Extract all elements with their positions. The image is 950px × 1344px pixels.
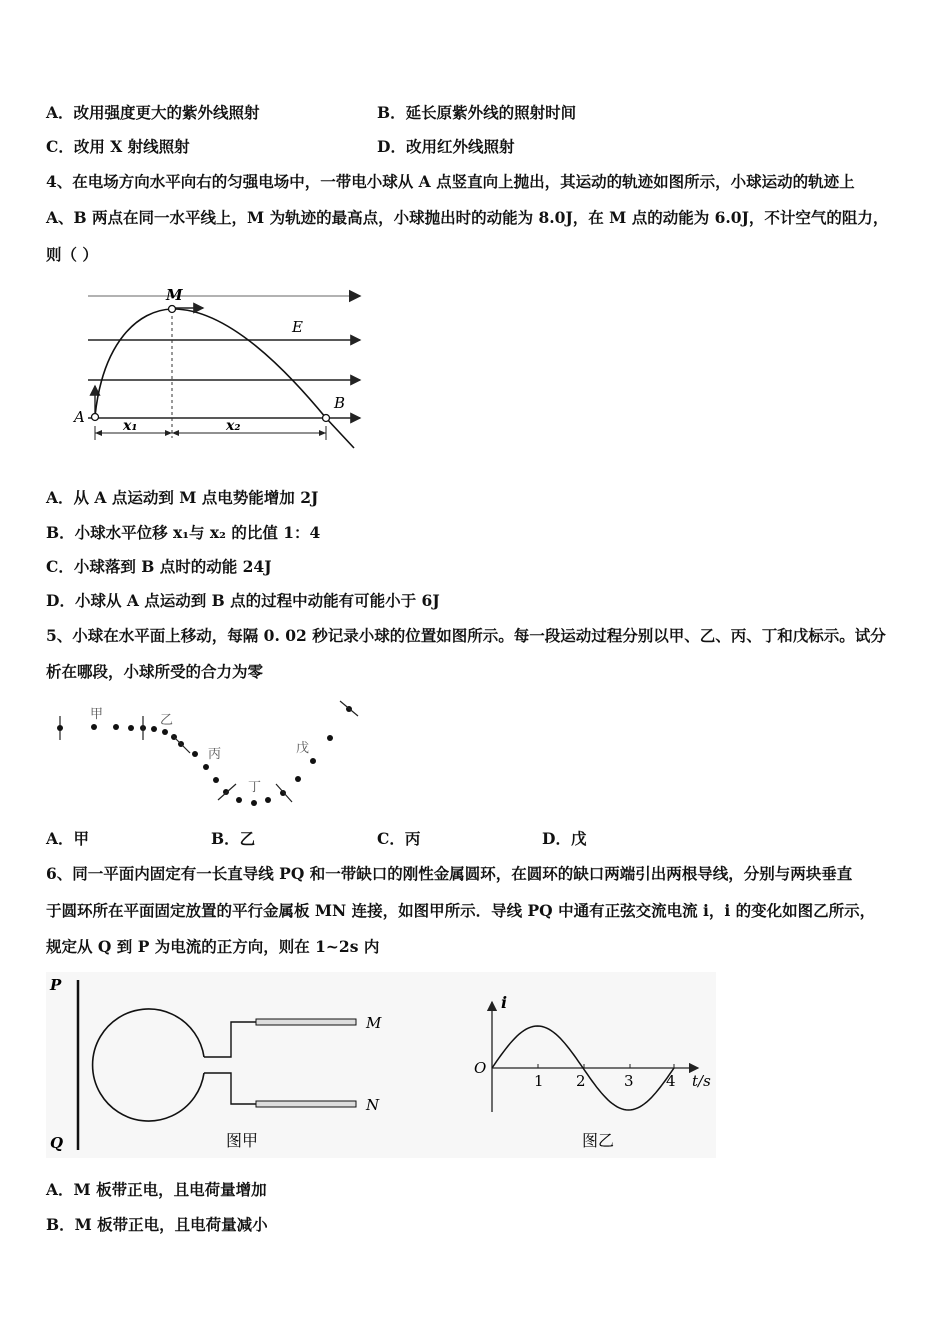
- tick-4: 4: [666, 1072, 676, 1090]
- label-x1: x₁: [123, 418, 138, 434]
- q6-option-a: A．M 板带正电，且电荷量增加: [46, 1180, 267, 1199]
- q6-option-b: B．M 板带正电，且电荷量减小: [46, 1215, 268, 1234]
- label-m-plate: M: [366, 1014, 382, 1032]
- point-m: [169, 306, 176, 313]
- label-p: P: [50, 976, 62, 994]
- label-b: B: [334, 394, 346, 412]
- label-q: Q: [50, 1134, 64, 1152]
- q4-option-a: A．从 A 点运动到 M 点电势能增加 2J: [46, 488, 319, 507]
- q6-figure-yi: [406, 972, 716, 1158]
- q5-stem-line1: 5、小球在水平面上移动，每隔 0. 02 秒记录小球的位置如图所示。每一段运动过程分别以甲、乙、丙、丁和戊标示。试分: [46, 626, 886, 645]
- q5-stem-line2: 析在哪段，小球所受的合力为零: [46, 662, 264, 681]
- plate-m: [256, 1019, 356, 1025]
- tick-3: 3: [624, 1072, 634, 1090]
- seg-wu-label: 戊: [296, 741, 310, 756]
- q3-option-a: A．改用强度更大的紫外线照射: [46, 103, 260, 122]
- q3-option-b: B．延长原紫外线的照射时间: [377, 103, 577, 122]
- q3-option-d: D．改用红外线照射: [377, 137, 515, 156]
- label-i: i: [501, 993, 508, 1012]
- q5-option-a: A．甲: [46, 829, 90, 848]
- q5-option-b: B．乙: [211, 829, 256, 848]
- q4-stem-line3: 则（ ）: [46, 245, 98, 264]
- caption-yi: 图乙: [582, 1131, 615, 1150]
- q4-stem-line2: A、B 两点在同一水平线上，M 为轨迹的最高点，小球抛出时的动能为 8.0J，在 M 点的动能为 6.0J，不计空气的阻力，: [46, 208, 889, 227]
- seg-ding-label: 丁: [248, 780, 262, 795]
- q3-option-c: C．改用 X 射线照射: [46, 137, 190, 156]
- label-origin: O: [474, 1059, 487, 1077]
- tick-1: 1: [534, 1072, 544, 1090]
- q4-option-c: C．小球落到 B 点时的动能 24J: [46, 557, 272, 576]
- caption-jia: 图甲: [226, 1131, 259, 1150]
- seg-bing-label: 丙: [208, 747, 222, 762]
- seg-yi-label: 乙: [160, 713, 174, 728]
- label-a: A: [74, 408, 85, 426]
- q5-option-c: C．丙: [377, 829, 421, 848]
- label-e: E: [292, 318, 303, 336]
- plate-n: [256, 1101, 356, 1107]
- q5-figure: [50, 696, 370, 814]
- label-x2: x₂: [226, 418, 241, 434]
- point-a: [92, 414, 99, 421]
- q4-figure: [68, 282, 368, 454]
- label-n-plate: N: [366, 1096, 380, 1114]
- q6-figure-jia: [46, 972, 406, 1158]
- q5-option-d: D．戊: [542, 829, 587, 848]
- label-t: t/s: [692, 1072, 711, 1090]
- label-m: M: [166, 286, 183, 304]
- q6-stem-line3: 规定从 Q 到 P 为电流的正方向，则在 1~2s 内: [46, 937, 380, 956]
- q4-stem-line1: 4、在电场方向水平向右的匀强电场中，一带电小球从 A 点竖直向上抛出，其运动的轨迹如图所示，小球运动的轨迹上: [46, 172, 855, 191]
- seg-jia-label: 甲: [90, 707, 104, 722]
- point-b: [323, 415, 330, 422]
- q4-option-d: D．小球从 A 点运动到 B 点的过程中动能有可能小于 6J: [46, 591, 440, 610]
- q4-option-b: B．小球水平位移 x₁与 x₂ 的比值 1：4: [46, 523, 321, 542]
- q6-stem-line1: 6、同一平面内固定有一长直导线 PQ 和一带缺口的刚性金属圆环，在圆环的缺口两端引出两根导线，分别与两块垂直: [46, 864, 853, 883]
- tick-2: 2: [576, 1072, 586, 1090]
- q6-stem-line2: 于圆环所在平面固定放置的平行金属板 MN 连接，如图甲所示．导线 PQ 中通有正弦交流电流 i，i 的变化如图乙所示，: [46, 901, 876, 920]
